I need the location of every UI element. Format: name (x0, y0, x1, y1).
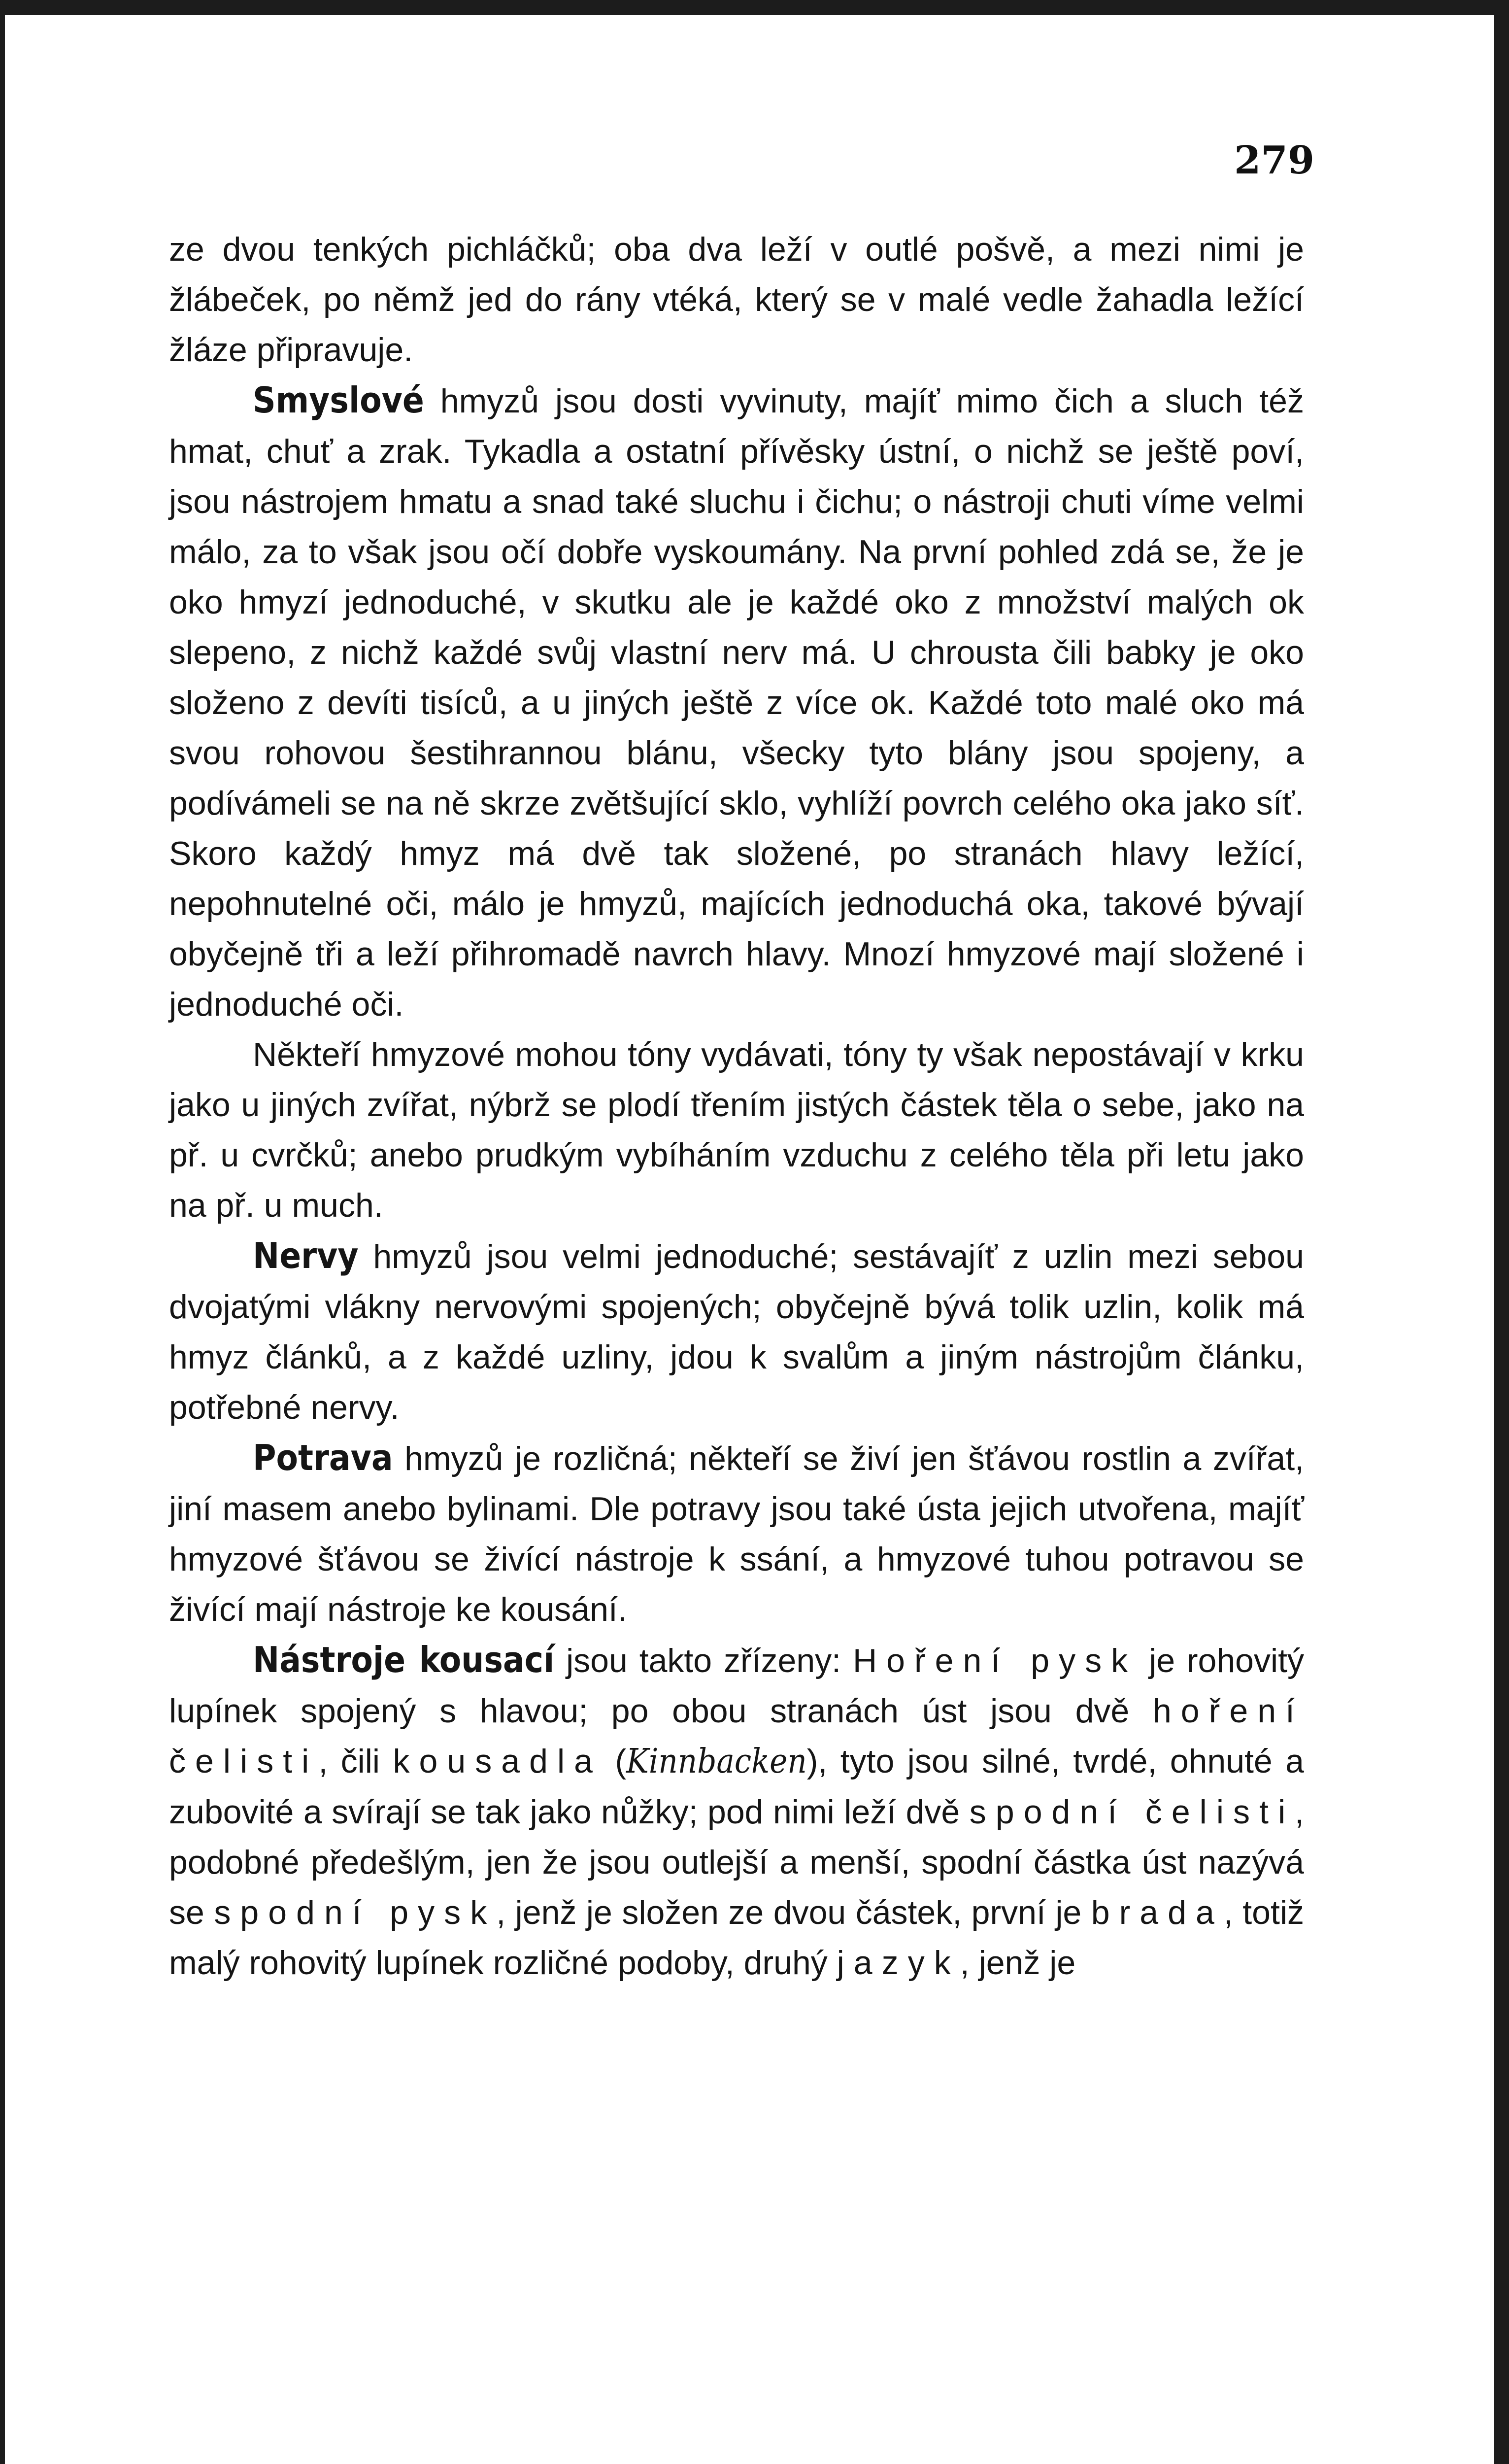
term-tongue: jazyk (837, 1944, 960, 1982)
mouthparts-text-3: , čili (318, 1743, 393, 1780)
paragraph-nerves-text: hmyzů jsou velmi jednoduché; sestávajíť z uzlin mezi sebou dvojatými vlákny nervovými spojených; obyčejně bývá tolik uzlin, kolik má hmyz článků, a z každé uzliny, jdou k svalům a jiným nástrojům článku, potřebné nervy. (169, 1238, 1304, 1426)
term-lower-jaws: spodní čelisti (969, 1793, 1295, 1831)
page-number: 279 (1234, 138, 1314, 183)
term-chin: brada (1091, 1894, 1224, 1931)
mouthparts-text-9: , jenž je (960, 1944, 1076, 1982)
paragraph-food (169, 1433, 1304, 1635)
body-text (169, 224, 1304, 1988)
mouthparts-text-2: je rohovitý lupínek spojený s hlavou; po obou stranách úst jsou dvě (169, 1642, 1304, 1730)
heading-senses: Smyslové (253, 379, 424, 421)
paragraph-senses (169, 375, 1304, 1029)
page-sheet (5, 15, 1494, 2464)
paragraph-mouthparts (169, 1635, 1304, 1988)
paragraph-senses-text: hmyzů jsou dosti vyvinuty, majíť mimo čich a sluch též hmat, chuť a zrak. Tykadla a ostatní přívěsky ústní, o nichž se ještě poví, jsou nástrojem hmatu a snad také sluchu i čichu; o nástroji chuti víme velmi málo, za to však jsou očí dobře vyskoumány. Na první pohled zdá se, že je oko hmyzí jednoduché, v skutku ale je každé oko z množství malých ok slepeno, z nichž každé svůj vlastní nerv má. U chrousta čili babky je oko složeno z devíti tisíců, a u jiných ještě z více ok. Každé toto malé oko má svou rohovou šestihrannou blánu, všecky tyto blány jsou spojeny, a podívámeli se na ně skrze zvětšující sklo, vyhlíží povrch celého oka jako síť. Skoro každý hmyz má dvě tak složené, po stranách hlavy ležící, nepohnutelné oči, málo je hmyzů, majících jednoduchá oka, takové bývají obyčejně tři a leží přihromadě navrch hlavy. Mnozí hmyzové mají složené i jednoduché oči. (169, 382, 1304, 1023)
term-upper-lip: Hoření pysk (852, 1642, 1138, 1679)
paragraph-food-text: hmyzů je rozličná; někteří se živí jen šťávou rostlin a zvířat, jiní masem anebo bylinami. Dle potravy jsou také ústa jejich utvořena, majíť hmyzové šťávou se živící nástroje k ssání, a hmyzové tuhou potravou se živící mají nástroje ke kousání. (169, 1440, 1304, 1628)
term-lower-lip: spodní pysk (214, 1894, 497, 1931)
term-upper-jaws: hoření čelisti (169, 1692, 1304, 1780)
heading-mouthparts: Nástroje kousací (253, 1639, 555, 1680)
mouthparts-text-6: , podobné předešlým, jen že jsou outlejší a menší, spodní částka úst nazývá se (169, 1793, 1305, 1931)
german-term: Kinnbacken (626, 1742, 807, 1781)
mouthparts-text-8: , totiž malý rohovitý lupínek rozličné podoby, druhý (169, 1894, 1304, 1982)
heading-nerves: Nervy (253, 1235, 359, 1276)
mouthparts-text-1: jsou takto zřízeny: (554, 1642, 853, 1679)
paragraph-sounds: Někteří hmyzové mohou tóny vydávati, tóny ty však nepostávají v krku jako u jiných zvířat, nýbrž se plodí třením jistých částek těla o sebe, jako na př. u cvrčků; anebo prudkým vybíháním vzduchu z celého těla při letu jako na př. u much. (169, 1036, 1304, 1224)
paragraph-venom-gland: ze dvou tenkých pichláčků; oba dva leží v outlé pošvě, a mezi nimi je žlábeček, po němž jed do rány vtéká, který se v malé vedle žahadla ležící žláze připravuje. (169, 231, 1304, 369)
mouthparts-text-4: ( (602, 1743, 627, 1780)
mouthparts-text-5: ), tyto jsou silné, tvrdé, ohnuté a zubovité a svírají se tak jako nůžky; pod nimi leží dvě (169, 1743, 1304, 1831)
paragraph-nerves (169, 1231, 1304, 1433)
heading-food: Potrava (253, 1437, 393, 1478)
mouthparts-text-7: , jenž je složen ze dvou částek, první je (496, 1894, 1091, 1931)
term-mandibles: kousadla (393, 1743, 602, 1780)
